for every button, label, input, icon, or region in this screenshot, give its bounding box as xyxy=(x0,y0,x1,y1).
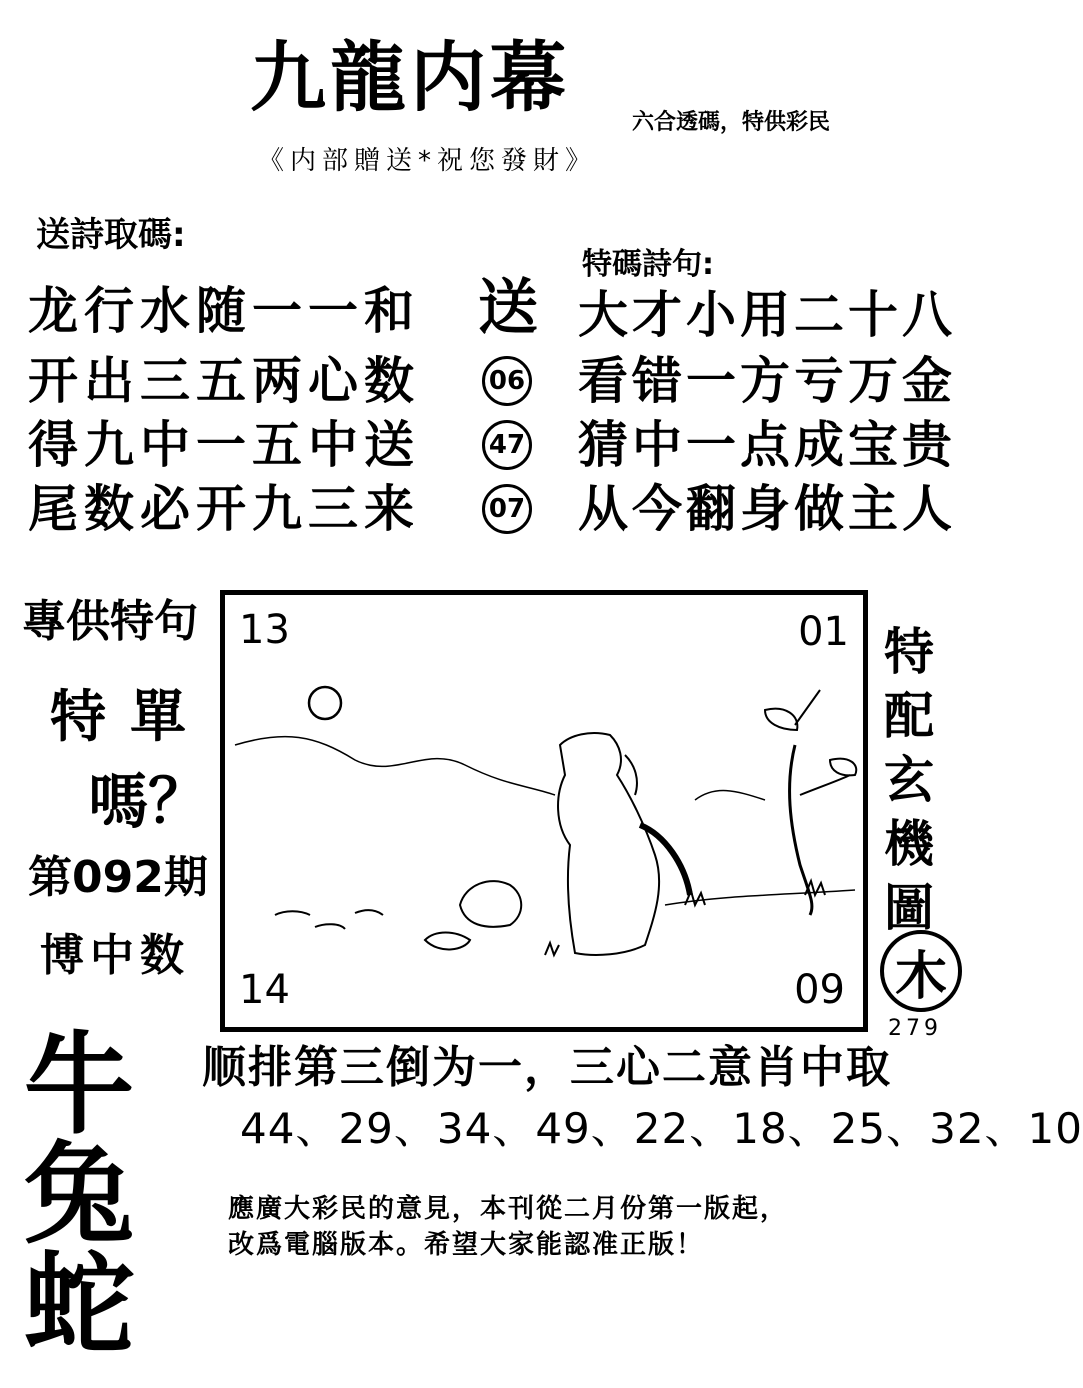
page-title: 九龍内幕 xyxy=(250,33,570,122)
vertical-char: 機 xyxy=(884,815,934,873)
right-section-label: 特碼詩句: xyxy=(582,247,714,282)
send-char: 送 xyxy=(478,273,538,343)
tagline: 六合透碼，特供彩民 xyxy=(632,110,831,135)
left-poem-line: 尾数必开九三来 xyxy=(28,480,420,538)
right-poem-line: 猜中一点成宝贵 xyxy=(578,416,956,474)
zodiac-char: 蛇 xyxy=(24,1240,134,1369)
picture-frame xyxy=(220,590,868,1032)
vertical-char: 特 xyxy=(884,623,934,681)
side-line-single: 特單 xyxy=(50,685,210,750)
corner-number-bottom-left: 14 xyxy=(239,967,290,1013)
vertical-char: 圖 xyxy=(884,879,934,937)
notice-line: 改爲電腦版本。希望大家能認准正版！ xyxy=(228,1230,705,1260)
circled-number: 07 xyxy=(482,484,532,534)
circled-element-char: 木 xyxy=(880,930,962,1012)
circled-number: 06 xyxy=(482,356,532,406)
circled-number: 47 xyxy=(482,420,532,470)
right-poem-line: 看错一方亏万金 xyxy=(578,352,956,410)
vertical-char: 玄 xyxy=(884,751,934,809)
subtitle: 《内部贈送*祝您發財》 xyxy=(258,146,598,176)
notice-line: 應廣大彩民的意見，本刊從二月份第一版起， xyxy=(228,1194,789,1224)
left-poem-line: 龙行水随一一和 xyxy=(28,282,420,340)
side-line-question: 嗎？ xyxy=(88,767,208,837)
right-poem-line: 从今翻身做主人 xyxy=(578,480,956,538)
zodiac-char: 兔 xyxy=(24,1130,134,1259)
small-number: 279 xyxy=(888,1016,942,1041)
zodiac-char: 牛 xyxy=(24,1020,134,1149)
left-section-label: 送詩取碼: xyxy=(36,215,186,255)
corner-number-bottom-right: 09 xyxy=(794,967,845,1013)
rule-text: 顺排第三倒为一，三心二意肖中取 xyxy=(202,1042,892,1093)
number-list: 44、29、34、49、22、18、25、32、10 xyxy=(240,1104,1083,1153)
vertical-char: 配 xyxy=(884,687,934,745)
left-poem-line: 开出三五两心数 xyxy=(28,352,420,410)
right-poem-line: 大才小用二十八 xyxy=(578,286,956,344)
issue-number: 第092期 xyxy=(28,852,208,903)
corner-number-top-left: 13 xyxy=(239,607,290,653)
side-line-bet: 博中数 xyxy=(40,930,190,981)
corner-number-top-right: 01 xyxy=(798,609,849,655)
left-poem-line: 得九中一五中送 xyxy=(28,416,420,474)
ink-painting-illustration xyxy=(225,595,863,1027)
side-line-special: 專供特句 xyxy=(22,596,198,647)
